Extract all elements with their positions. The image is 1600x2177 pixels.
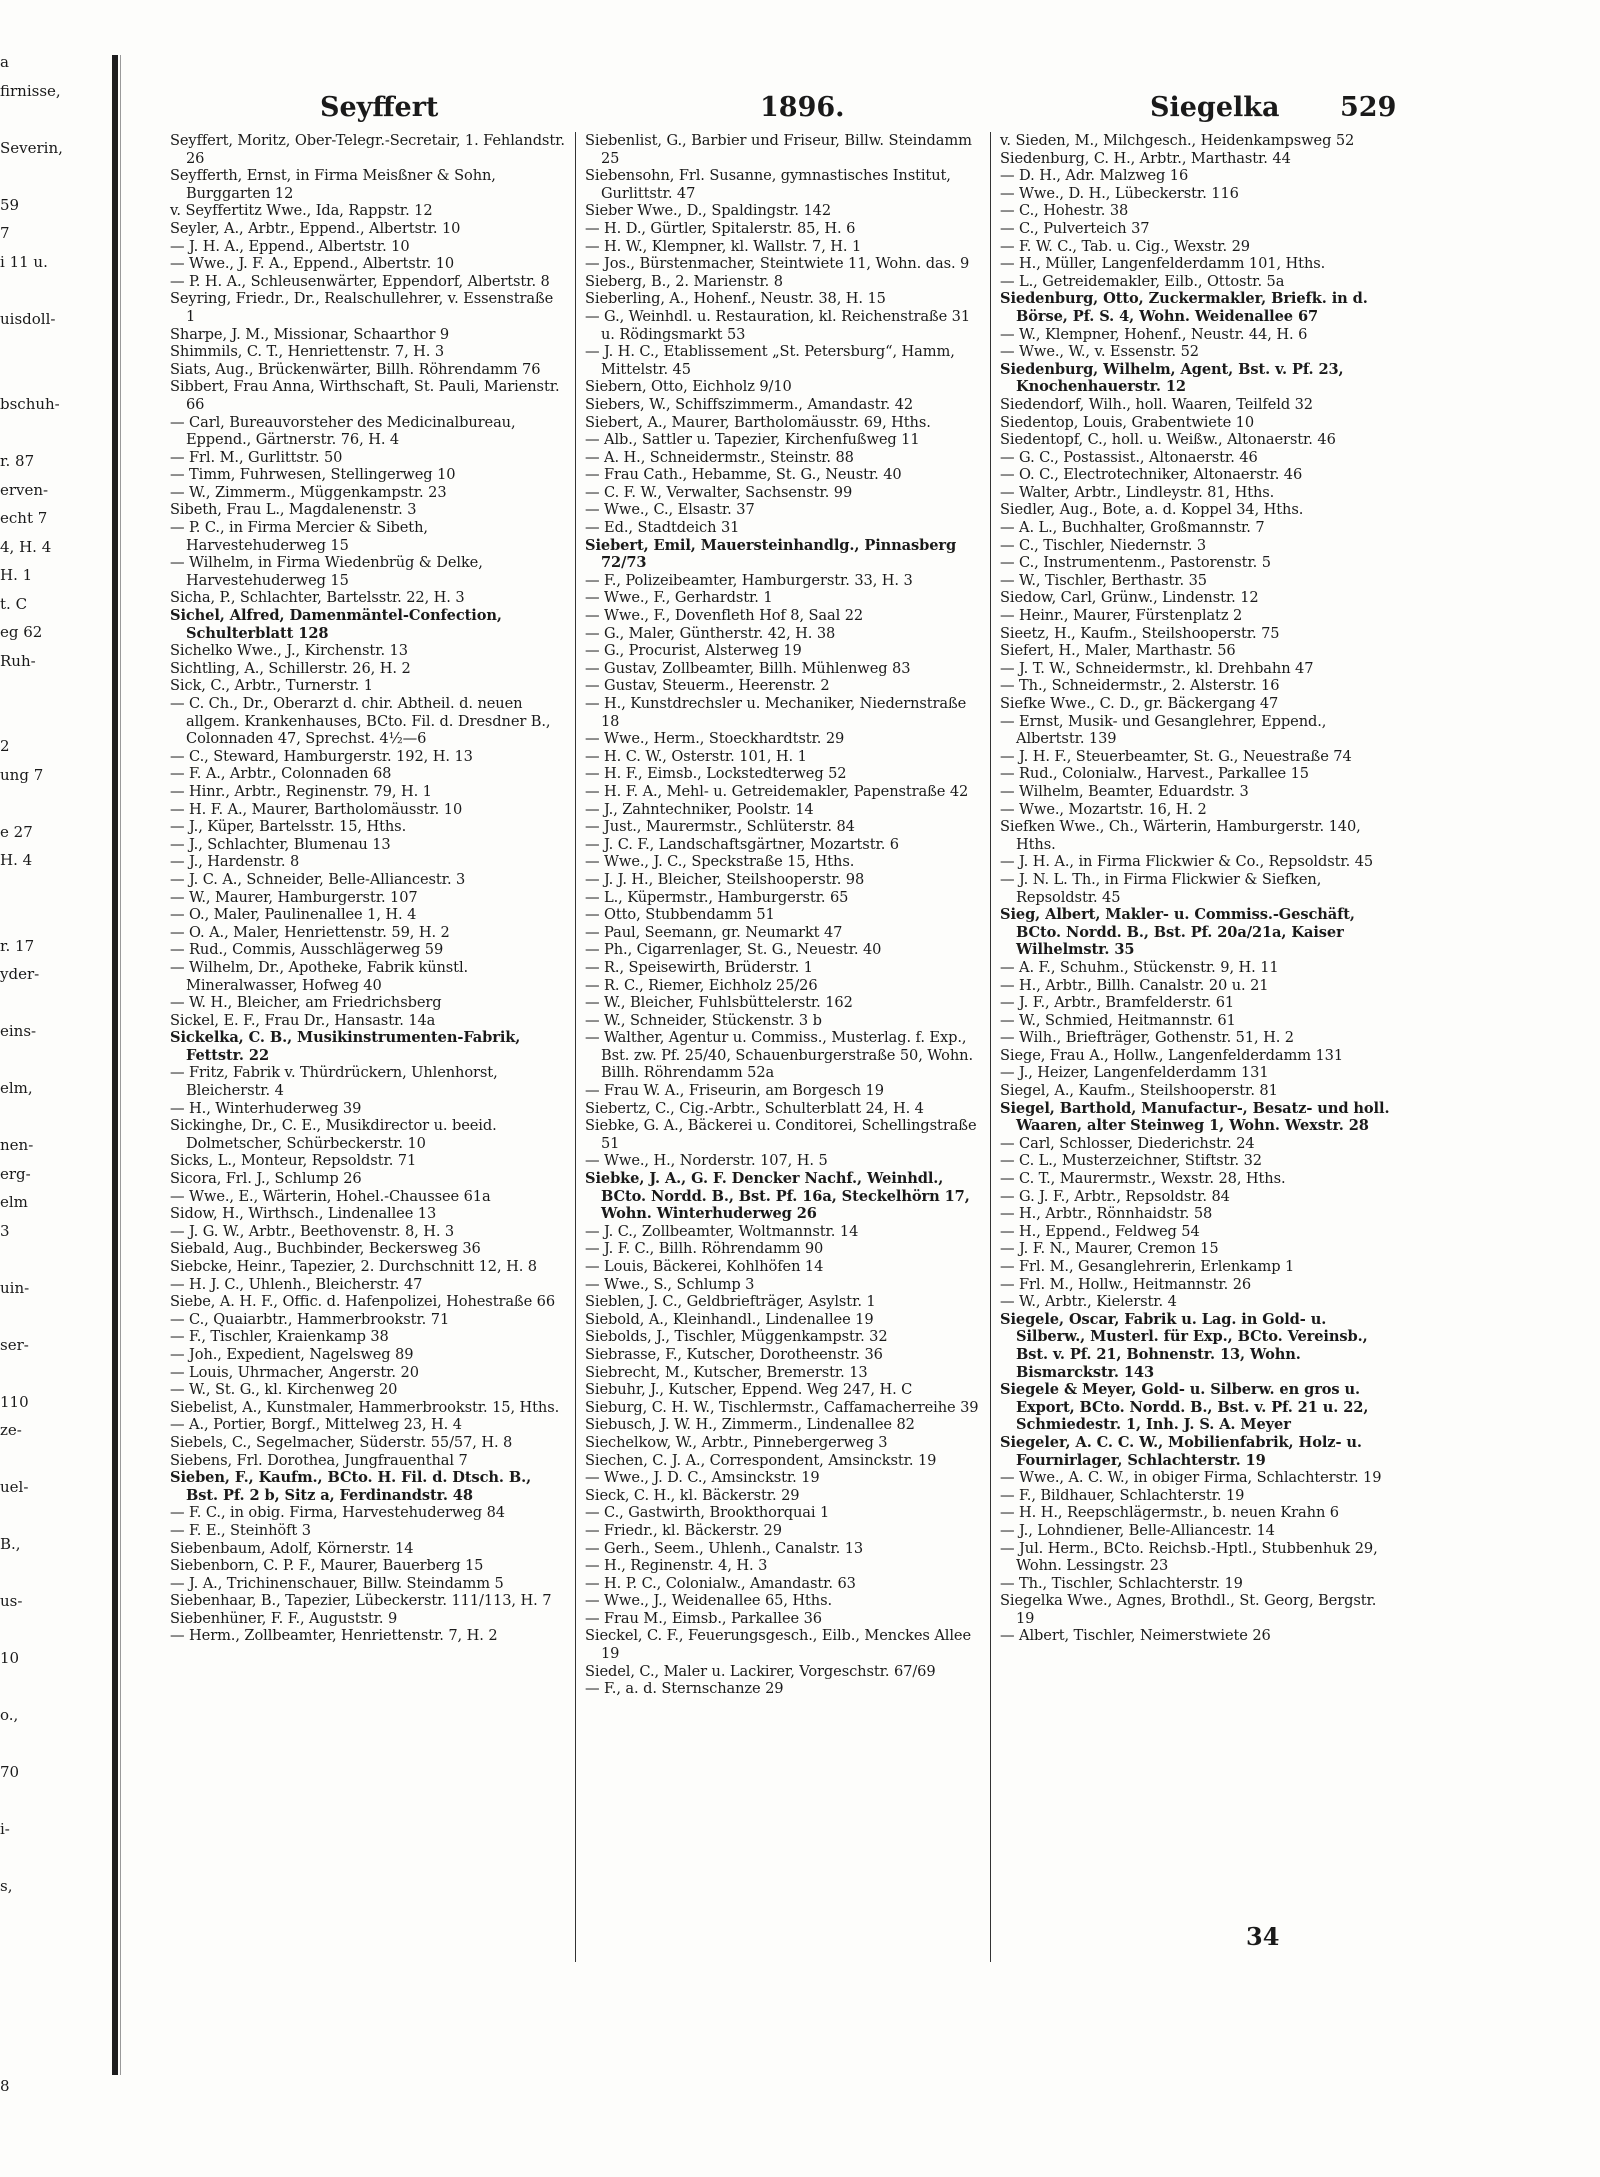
directory-entry: — Heinr., Maurer, Fürstenplatz 2: [1000, 607, 1243, 625]
directory-entry: Sieburg, C. H. W., Tischlermstr., Caffamacherreihe 39: [585, 1398, 979, 1416]
directory-entry: Siebenbaum, Adolf, Körnerstr. 14: [170, 1539, 414, 1557]
directory-entry: Siechelkow, W., Arbtr., Pinnebergerweg 3: [585, 1433, 888, 1451]
directory-entry: — C. Ch., Dr., Oberarzt d. chir. Abtheil. d. neuen allgem. Krankenhauses, BCto. Fil. d. Dresdner B., Colonnaden 47, Sprechst. 4½—6: [170, 695, 551, 748]
directory-entry: Sickelka, C. B., Musikinstrumenten-Fabrik, Fettstr. 22: [170, 1029, 521, 1064]
directory-entry: — Wwe., C., Elsastr. 37: [585, 501, 755, 519]
directory-entry: — Ernst, Musik- und Gesanglehrer, Eppend., Albertstr. 139: [1000, 712, 1327, 748]
directory-entry: Siebolds, J., Tischler, Müggenkampstr. 32: [585, 1328, 888, 1346]
directory-entry: Sieetz, H., Kaufm., Steilshooperstr. 75: [1000, 624, 1280, 642]
directory-entry: — J. C. A., Schneider, Belle-Alliancestr. 3: [170, 870, 466, 888]
directory-entry: Sharpe, J. M., Missionar, Schaarthor 9: [170, 325, 450, 343]
directory-entry: — Wilhelm, in Firma Wiedenbrüg & Delke, Harvestehuderweg 15: [170, 554, 483, 589]
directory-entry: — Carl, Schlosser, Diederichstr. 24: [1000, 1134, 1255, 1152]
directory-entry: Siebold, A., Kleinhandl., Lindenallee 19: [585, 1310, 874, 1328]
column-2: [585, 132, 980, 1698]
bleed-fragment: o.,: [0, 1706, 19, 1724]
directory-entry: Siebers, W., Schiffszimmerm., Amandastr. 42: [585, 395, 914, 413]
directory-entry: Siedenburg, Otto, Zuckermakler, Briefk. in d. Börse, Pf. S. 4, Wohn. Weidenallee 67: [1000, 290, 1368, 325]
directory-entry: — Wilh., Briefträger, Gothenstr. 51, H. 2: [1000, 1029, 1294, 1047]
directory-entry: — W., Schneider, Stückenstr. 3 b: [585, 1011, 822, 1029]
bleed-fragment: erg-: [0, 1164, 31, 1183]
directory-entry: — F., Polizeibeamter, Hamburgerstr. 33, H. 3: [585, 571, 913, 589]
directory-entry: Siebcke, Heinr., Tapezier, 2. Durchschnitt 12, H. 8: [170, 1258, 537, 1275]
directory-entry: Siegelka Wwe., Agnes, Brothdl., St. Georg, Bergstr. 19: [1000, 1592, 1377, 1627]
bleed-fragment: erven-: [0, 480, 49, 499]
directory-entry: — G. C., Postassist., Altonaerstr. 46: [1000, 448, 1258, 466]
directory-entry: — F. C., in obig. Firma, Harvestehuderweg 84: [170, 1504, 505, 1522]
directory-entry: Sibeth, Frau L., Magdalenenstr. 3: [170, 501, 417, 519]
directory-page: [170, 92, 1400, 2072]
directory-entry: Siegele, Oscar, Fabrik u. Lag. in Gold- u. Silberw., Musterl. für Exp., BCto. Vereinsb., Bst. v. Pf. 21, Bohnenstr. 13, Wohn. Bismarckstr. 143: [1000, 1310, 1368, 1381]
directory-entry: — J. J. H., Bleicher, Steilshooperstr. 98: [585, 870, 865, 888]
directory-entry: — Wwe., E., Wärterin, Hohel.-Chaussee 61a: [170, 1187, 491, 1205]
bleed-fragment: 4, H. 4: [0, 537, 52, 556]
directory-entry: — Wwe., J., Weidenallee 65, Hths.: [585, 1592, 833, 1610]
column-rule-2: [990, 132, 991, 1962]
directory-entry: — F., Bildhauer, Schlachterstr. 19: [1000, 1486, 1245, 1504]
directory-entry: — H. W., Klempner, kl. Wallstr. 7, H. 1: [585, 237, 862, 255]
directory-entry: Siegeler, A. C. C. W., Mobilienfabrik, Holz- u. Fournirlager, Schlachterstr. 19: [1000, 1433, 1362, 1469]
directory-entry: Siebke, J. A., G. F. Dencker Nachf., Weinhdl., BCto. Nordd. B., Bst. Pf. 16a, Steckelhörn 17, Wohn. Winterhuderweg 26: [585, 1170, 970, 1223]
page-fold-line: [120, 55, 121, 2075]
directory-entry: Seyler, A., Arbtr., Eppend., Albertstr. 10: [170, 219, 461, 237]
directory-entry: Siege, Frau A., Hollw., Langenfelderdamm 131: [1000, 1046, 1344, 1064]
directory-entry: — G., Procurist, Alsterweg 19: [585, 642, 802, 660]
directory-entry: — Frl. M., Hollw., Heitmannstr. 26: [1000, 1275, 1252, 1293]
directory-entry: Siebertz, C., Cig.-Arbtr., Schulterblatt 24, H. 4: [585, 1099, 924, 1117]
directory-entry: — Wwe., Mozartstr. 16, H. 2: [1000, 800, 1207, 818]
directory-entry: — Jul. Herm., BCto. Reichsb.-Hptl., Stubbenhuk 29, Wohn. Lessingstr. 23: [1000, 1539, 1378, 1575]
directory-entry: — C. L., Musterzeichner, Stiftstr. 32: [1000, 1152, 1262, 1170]
directory-entry: — Ph., Cigarrenlager, St. G., Neuestr. 40: [585, 941, 882, 959]
directory-entry: — C., Gastwirth, Brookthorquai 1: [585, 1504, 830, 1522]
directory-entry: — G., Maler, Güntherstr. 42, H. 38: [585, 624, 836, 642]
directory-entry: — Paul, Seemann, gr. Neumarkt 47: [585, 923, 843, 941]
directory-entry: Sicora, Frl. J., Schlump 26: [170, 1170, 362, 1188]
directory-entry: Siebens, Frl. Dorothea, Jungfrauenthal 7: [170, 1451, 468, 1469]
bleed-fragment: eins-: [0, 1022, 37, 1040]
directory-entry: — Friedr., kl. Bäckerstr. 29: [585, 1521, 782, 1539]
bleed-fragment: 7: [0, 224, 10, 242]
directory-entry: — H., Winterhuderweg 39: [170, 1099, 362, 1117]
directory-entry: Sieberling, A., Hohenf., Neustr. 38, H. 15: [585, 290, 886, 308]
bleed-fragment: firnisse,: [0, 81, 61, 100]
directory-entry: — Wwe., A. C. W., in obiger Firma, Schlachterstr. 19: [1000, 1469, 1382, 1487]
directory-entry: — R., Speisewirth, Brüderstr. 1: [585, 958, 813, 976]
directory-entry: — H. F. A., Mehl- u. Getreidemakler, Papenstraße 42: [585, 782, 969, 800]
directory-entry: Siedendorf, Wilh., holl. Waaren, Teilfeld 32: [1000, 395, 1313, 413]
directory-entry: — Hinr., Arbtr., Reginenstr. 79, H. 1: [170, 782, 432, 800]
directory-entry: — Gustav, Zollbeamter, Billh. Mühlenweg 83: [585, 659, 911, 677]
directory-entry: — Frl. M., Gesanglehrerin, Erlenkamp 1: [1000, 1258, 1295, 1275]
directory-entry: — W., Klempner, Hohenf., Neustr. 44, H. 6: [1000, 325, 1308, 343]
directory-entry: — Walther, Agentur u. Commiss., Musterlag. f. Exp., Bst. zw. Pf. 25/40, Schauenburgerstraße 50, Wohn. Billh. Röhrendamm 52a: [585, 1029, 974, 1082]
bleed-fragment: 70: [0, 1763, 20, 1781]
directory-entry: Sibbert, Frau Anna, Wirthschaft, St. Pauli, Marienstr. 66: [170, 378, 560, 413]
header-year: 1896.: [760, 92, 845, 123]
bleed-fragment: Ruh-: [0, 651, 36, 670]
bleed-fragment: echt 7: [0, 509, 48, 527]
directory-entry: — Frl. M., Gurlittstr. 50: [170, 448, 343, 466]
directory-entry: — C., Tischler, Niedernstr. 3: [1000, 536, 1207, 554]
directory-entry: Sidow, H., Wirthsch., Lindenallee 13: [170, 1205, 437, 1223]
directory-entry: Siedel, C., Maler u. Lackirer, Vorgeschstr. 67/69: [585, 1662, 936, 1680]
directory-entry: — Louis, Bäckerei, Kohlhöfen 14: [585, 1258, 824, 1275]
directory-entry: Siedentopf, C., holl. u. Weißw., Altonaerstr. 46: [1000, 431, 1336, 449]
directory-entry: Siebrasse, F., Kutscher, Dorotheenstr. 36: [585, 1345, 883, 1363]
directory-entry: Siebenborn, C. P. F., Maurer, Bauerberg 15: [170, 1557, 484, 1575]
directory-entry: — J., Schlachter, Blumenau 13: [170, 835, 391, 853]
directory-entry: Siebenhaar, B., Tapezier, Lübeckerstr. 111/113, H. 7: [170, 1592, 552, 1610]
directory-entry: — Th., Schneidermstr., 2. Alsterstr. 16: [1000, 677, 1280, 695]
directory-entry: Sieberg, B., 2. Marienstr. 8: [585, 272, 783, 290]
bleed-fragment: yder-: [0, 965, 40, 983]
column-rule-1: [575, 132, 576, 1962]
bleed-fragment: us-: [0, 1592, 23, 1610]
directory-entry: — Wwe., S., Schlump 3: [585, 1275, 755, 1293]
directory-entry: Siegele & Meyer, Gold- u. Silberw. en gros u. Export, BCto. Nordd. B., Bst. v. Pf. 21 u. 22, Schmiedestr. 1, Inh. J. S. A. Meyer: [1000, 1381, 1369, 1434]
directory-entry: — Fritz, Fabrik v. Thürdrückern, Uhlenhorst, Bleicherstr. 4: [170, 1064, 498, 1100]
directory-entry: — G. J. F., Arbtr., Repsoldstr. 84: [1000, 1187, 1230, 1205]
directory-entry: — Wwe., W., v. Essenstr. 52: [1000, 343, 1199, 361]
directory-entry: — H., Kunstdrechsler u. Mechaniker, Niedernstraße 18: [585, 695, 967, 730]
directory-entry: Siebusch, J. W. H., Zimmerm., Lindenallee 82: [585, 1416, 915, 1434]
directory-entry: — H. C. W., Osterstr. 101, H. 1: [585, 747, 807, 765]
directory-entry: — H., Müller, Langenfelderdamm 101, Hths.: [1000, 255, 1326, 273]
directory-entry: — Th., Tischler, Schlachterstr. 19: [1000, 1574, 1243, 1592]
bleed-fragment: bschuh-: [0, 395, 60, 413]
directory-entry: — C. F. W., Verwalter, Sachsenstr. 99: [585, 483, 853, 501]
bleed-fragment: r. 17: [0, 936, 35, 955]
directory-entry: — C., Hohestr. 38: [1000, 202, 1129, 220]
directory-entry: — J. H. A., Eppend., Albertstr. 10: [170, 237, 410, 255]
directory-entry: Shimmils, C. T., Henriettenstr. 7, H. 3: [170, 343, 445, 361]
directory-entry: v. Sieden, M., Milchgesch., Heidenkampsweg 52: [1000, 132, 1355, 149]
directory-entry: — Louis, Uhrmacher, Angerstr. 20: [170, 1363, 419, 1381]
directory-entry: Siedow, Carl, Grünw., Lindenstr. 12: [1000, 589, 1259, 607]
directory-entry: Siedler, Aug., Bote, a. d. Koppel 34, Hths.: [1000, 501, 1304, 519]
directory-entry: — W. H., Bleicher, am Friedrichsberg: [170, 994, 442, 1012]
bleed-fragment: uel-: [0, 1478, 29, 1496]
directory-entry: — F., a. d. Sternschanze 29: [585, 1680, 784, 1698]
directory-entry: — Wilhelm, Dr., Apotheke, Fabrik künstl. Mineralwasser, Hofweg 40: [170, 958, 469, 994]
bleed-fragment: t. C: [0, 594, 28, 613]
directory-entry: — Carl, Bureauvorsteher des Medicinalbureau, Eppend., Gärtnerstr. 76, H. 4: [170, 413, 516, 449]
directory-entry: — W., St. G., kl. Kirchenweg 20: [170, 1381, 398, 1399]
bleed-fragment: 10: [0, 1649, 20, 1667]
directory-entry: — Frau Cath., Hebamme, St. G., Neustr. 40: [585, 466, 902, 484]
directory-entry: Sieg, Albert, Makler- u. Commiss.-Geschäft, BCto. Nordd. B., Bst. Pf. 20a/21a, Kaiser Wilhelmstr. 35: [1000, 906, 1355, 959]
directory-entry: — P. H. A., Schleusenwärter, Eppendorf, Albertstr. 8: [170, 272, 550, 290]
directory-entry: — C., Quaiarbtr., Hammerbrookstr. 71: [170, 1310, 450, 1328]
directory-entry: — C. T., Maurermstr., Wexstr. 28, Hths.: [1000, 1170, 1286, 1188]
directory-entry: — Wwe., F., Dovenfleth Hof 8, Saal 22: [585, 607, 864, 625]
directory-entry: — J., Zahntechniker, Poolstr. 14: [585, 800, 814, 818]
directory-entry: — H., Reginenstr. 4, H. 3: [585, 1557, 768, 1575]
directory-entry: — J., Heizer, Langenfelderdamm 131: [1000, 1064, 1269, 1082]
directory-entry: — F. E., Steinhöft 3: [170, 1521, 311, 1539]
directory-entry: — J. H. C., Etablissement „St. Petersburg“, Hamm, Mittelstr. 45: [585, 343, 955, 378]
header-left-keyword: Seyffert: [320, 92, 439, 123]
directory-entry: — Wwe., F., Gerhardstr. 1: [585, 589, 773, 607]
directory-entry: — Gustav, Steuerm., Heerenstr. 2: [585, 677, 830, 695]
bleed-fragment: 3: [0, 1221, 10, 1240]
directory-entry: Siegel, A., Kaufm., Steilshooperstr. 81: [1000, 1082, 1278, 1100]
directory-entry: — A. L., Buchhalter, Großmannstr. 7: [1000, 519, 1265, 537]
directory-entry: Siebern, Otto, Eichholz 9/10: [585, 378, 792, 396]
directory-entry: — Rud., Commis, Ausschlägerweg 59: [170, 941, 444, 959]
bleed-fragment: ung 7: [0, 765, 44, 784]
directory-entry: — C., Steward, Hamburgerstr. 192, H. 13: [170, 747, 473, 765]
bleed-fragment: elm,: [0, 1079, 33, 1097]
directory-entry: Siedenburg, C. H., Arbtr., Marthastr. 44: [1000, 149, 1291, 167]
directory-entry: — A., Portier, Borgf., Mittelweg 23, H. 4: [170, 1416, 462, 1434]
bleed-fragment: uin-: [0, 1278, 30, 1297]
directory-entry: — Wwe., Herm., Stoeckhardtstr. 29: [585, 730, 845, 748]
directory-entry: Siebald, Aug., Buchbinder, Beckersweg 36: [170, 1240, 481, 1258]
directory-entry: v. Seyffertitz Wwe., Ida, Rappstr. 12: [170, 202, 433, 220]
directory-entry: — L., Getreidemakler, Eilb., Ottostr. 5a: [1000, 272, 1285, 290]
bleed-fragment: r. 87: [0, 452, 35, 470]
directory-entry: Siefke Wwe., C. D., gr. Bäckergang 47: [1000, 695, 1279, 712]
directory-entry: — G., Weinhdl. u. Restauration, kl. Reichenstraße 31 u. Rödingsmarkt 53: [585, 307, 971, 343]
directory-entry: — H., Arbtr., Rönnhaidstr. 58: [1000, 1205, 1213, 1223]
directory-entry: — Just., Maurermstr., Schlüterstr. 84: [585, 818, 855, 836]
directory-entry: — Rud., Colonialw., Harvest., Parkallee 15: [1000, 765, 1309, 783]
directory-entry: — Joh., Expedient, Nagelsweg 89: [170, 1345, 414, 1363]
directory-entry: — Timm, Fuhrwesen, Stellingerweg 10: [170, 466, 456, 484]
bleed-fragment: B.,: [0, 1535, 21, 1553]
directory-entry: — J. C., Zollbeamter, Woltmannstr. 14: [585, 1222, 859, 1240]
directory-entry: — J., Lohndiener, Belle-Alliancestr. 14: [1000, 1521, 1275, 1539]
directory-entry: — J. G. W., Arbtr., Beethovenstr. 8, H. 3: [170, 1222, 455, 1240]
directory-entry: Sick, C., Arbtr., Turnerstr. 1: [170, 677, 373, 695]
bleed-fragment: H. 1: [0, 566, 33, 584]
directory-entry: Siefert, H., Maler, Marthastr. 56: [1000, 642, 1236, 660]
directory-entry: — A. H., Schneidermstr., Steinstr. 88: [585, 448, 854, 466]
directory-entry: — F. W. C., Tab. u. Cig., Wexstr. 29: [1000, 237, 1250, 255]
directory-entry: Siebenlist, G., Barbier und Friseur, Billw. Steindamm 25: [585, 132, 972, 167]
directory-entry: Siebenhüner, F. F., Auguststr. 9: [170, 1609, 398, 1627]
directory-entry: Siechen, C. J. A., Correspondent, Amsinckstr. 19: [585, 1451, 937, 1469]
directory-entry: Sickinghe, Dr., C. E., Musikdirector u. beeid. Dolmetscher, Schürbeckerstr. 10: [170, 1117, 497, 1152]
bleed-fragment: a: [0, 53, 9, 71]
directory-entry: — J. H. F., Steuerbeamter, St. G., Neuestraße 74: [1000, 747, 1352, 765]
directory-entry: Siebels, C., Segelmacher, Süderstr. 55/57, H. 8: [170, 1433, 513, 1451]
directory-entry: — Jos., Bürstenmacher, Steintwiete 11, Wohn. das. 9: [585, 255, 970, 273]
page-fold-shadow: [112, 55, 118, 2075]
bleed-fragment: i-: [0, 1820, 10, 1838]
directory-entry: — O. C., Electrotechniker, Altonaerstr. 46: [1000, 466, 1303, 484]
directory-entry: Sichtling, A., Schillerstr. 26, H. 2: [170, 659, 411, 677]
directory-entry: — Albert, Tischler, Neimerstwiete 26: [1000, 1627, 1271, 1645]
directory-entry: Siebuhr, J., Kutscher, Eppend. Weg 247, H. C: [585, 1381, 913, 1399]
directory-entry: Siats, Aug., Brückenwärter, Billh. Röhrendamm 76: [170, 360, 541, 378]
bleed-fragment: ser-: [0, 1335, 29, 1354]
directory-entry: Siebke, G. A., Bäckerei u. Conditorei, Schellingstraße 51: [585, 1117, 977, 1152]
directory-entry: Siedentop, Louis, Grabentwiete 10: [1000, 413, 1255, 431]
directory-entry: — H., Arbtr., Billh. Canalstr. 20 u. 21: [1000, 976, 1269, 994]
directory-entry: — Otto, Stubbendamm 51: [585, 906, 775, 924]
bleed-fragment: nen-: [0, 1136, 34, 1154]
directory-entry: — J. F., Arbtr., Bramfelderstr. 61: [1000, 994, 1235, 1012]
bleed-fragment: eg 62: [0, 623, 43, 641]
directory-entry: Sicks, L., Monteur, Repsoldstr. 71: [170, 1152, 417, 1170]
signature-mark: 34: [1246, 1922, 1280, 1951]
directory-entry: — Walter, Arbtr., Lindleystr. 81, Hths.: [1000, 483, 1275, 501]
directory-entry: — W., Arbtr., Kielerstr. 4: [1000, 1293, 1177, 1311]
directory-entry: Siedenburg, Wilhelm, Agent, Bst. v. Pf. 23, Knochenhauerstr. 12: [1000, 360, 1344, 396]
directory-entry: — Wilhelm, Beamter, Eduardstr. 3: [1000, 782, 1249, 800]
directory-entry: Seyring, Friedr., Dr., Realschullehrer, v. Essenstraße 1: [170, 290, 554, 325]
directory-entry: Sieckel, C. F., Feuerungsgesch., Eilb., Menckes Allee 19: [585, 1627, 972, 1663]
column-1: [170, 132, 565, 1645]
directory-entry: Sichel, Alfred, Damenmäntel-Confection, Schulterblatt 128: [170, 607, 502, 642]
directory-entry: — Herm., Zollbeamter, Henriettenstr. 7, H. 2: [170, 1627, 498, 1645]
directory-entry: — W., Schmied, Heitmannstr. 61: [1000, 1011, 1236, 1029]
directory-entry: Siebert, Emil, Mauersteinhandlg., Pinnasberg 72/73: [585, 536, 957, 572]
directory-entry: — J. F. C., Billh. Röhrendamm 90: [585, 1240, 824, 1258]
directory-entry: — W., Zimmerm., Müggenkampstr. 23: [170, 483, 447, 501]
directory-entry: — D. H., Adr. Malzweg 16: [1000, 167, 1189, 185]
bleed-fragment: 110: [0, 1392, 29, 1411]
bleed-fragment: s,: [0, 1877, 13, 1895]
directory-entry: — J., Küper, Bartelsstr. 15, Hths.: [170, 818, 407, 836]
directory-entry: — J. T. W., Schneidermstr., kl. Drehbahn 47: [1000, 659, 1314, 677]
bleed-fragment: uisdoll-: [0, 309, 56, 328]
directory-entry: — J. H. A., in Firma Flickwier & Co., Repsoldstr. 45: [1000, 853, 1374, 871]
directory-entry: Siegel, Barthold, Manufactur-, Besatz- und holl. Waaren, alter Steinweg 1, Wohn. Wexstr. 28: [1000, 1099, 1390, 1135]
directory-entry: — Frau M., Eimsb., Parkallee 36: [585, 1609, 822, 1627]
directory-entry: — H. D., Gürtler, Spitalerstr. 85, H. 6: [585, 219, 856, 237]
directory-entry: Sickel, E. F., Frau Dr., Hansastr. 14a: [170, 1011, 436, 1029]
directory-entry: — J., Hardenstr. 8: [170, 853, 300, 871]
directory-entry: Siefken Wwe., Ch., Wärterin, Hamburgerstr. 140, Hths.: [1000, 818, 1361, 853]
directory-entry: — R. C., Riemer, Eichholz 25/26: [585, 976, 818, 994]
left-page-bleed: [0, 53, 112, 2095]
directory-entry: — O. A., Maler, Henriettenstr. 59, H. 2: [170, 923, 450, 941]
directory-entry: — C., Pulverteich 37: [1000, 219, 1150, 237]
bleed-fragment: 2: [0, 737, 10, 755]
directory-entry: — Alb., Sattler u. Tapezier, Kirchenfußweg 11: [585, 431, 920, 449]
directory-entry: — W., Tischler, Berthastr. 35: [1000, 571, 1207, 589]
directory-entry: — Ed., Stadtdeich 31: [585, 519, 740, 537]
bleed-fragment: elm: [0, 1193, 28, 1211]
running-header: [170, 92, 1400, 132]
directory-entry: Siebe, A. H. F., Offic. d. Hafenpolizei, Hohestraße 66: [170, 1293, 556, 1311]
directory-entry: — H. H., Reepschlägermstr., b. neuen Krahn 6: [1000, 1504, 1339, 1522]
directory-entry: Sicha, P., Schlachter, Bartelsstr. 22, H. 3: [170, 589, 465, 607]
directory-entry: — W., Maurer, Hamburgerstr. 107: [170, 888, 418, 906]
directory-entry: — L., Küpermstr., Hamburgerstr. 65: [585, 888, 849, 906]
column-3: [1000, 132, 1395, 1645]
directory-entry: — Wwe., J. C., Speckstraße 15, Hths.: [585, 853, 855, 871]
directory-entry: — C., Instrumentenm., Pastorenstr. 5: [1000, 554, 1271, 572]
directory-entry: — Wwe., H., Norderstr. 107, H. 5: [585, 1152, 828, 1170]
directory-entry: — Gerh., Seem., Uhlenh., Canalstr. 13: [585, 1539, 864, 1557]
bleed-fragment: 8: [0, 2076, 10, 2095]
directory-entry: Sieblen, J. C., Geldbriefträger, Asylstr. 1: [585, 1293, 876, 1311]
directory-entry: — O., Maler, Paulinenallee 1, H. 4: [170, 906, 417, 924]
directory-entry: Siebensohn, Frl. Susanne, gymnastisches Institut, Gurlittstr. 47: [585, 167, 951, 202]
directory-entry: — H. P. C., Colonialw., Amandastr. 63: [585, 1574, 856, 1592]
directory-entry: — Frau W. A., Friseurin, am Borgesch 19: [585, 1082, 884, 1100]
header-right-keyword: Siegelka: [1150, 92, 1280, 123]
directory-entry: — H. J. C., Uhlenh., Bleicherstr. 47: [170, 1275, 423, 1293]
directory-entry: — H., Eppend., Feldweg 54: [1000, 1222, 1200, 1240]
bleed-fragment: ze-: [0, 1421, 22, 1439]
directory-entry: — J. F. N., Maurer, Cremon 15: [1000, 1240, 1219, 1258]
directory-entry: Siebert, A., Maurer, Bartholomäusstr. 69, Hths.: [585, 413, 931, 431]
directory-entry: Sieck, C. H., kl. Bäckerstr. 29: [585, 1486, 800, 1504]
directory-entry: — Wwe., J. D. C., Amsinckstr. 19: [585, 1469, 820, 1487]
directory-entry: — J. N. L. Th., in Firma Flickwier & Siefken, Repsoldstr. 45: [1000, 870, 1322, 906]
bleed-fragment: 59: [0, 195, 20, 214]
bleed-fragment: e 27: [0, 822, 33, 841]
directory-entry: — F., Tischler, Kraienkamp 38: [170, 1328, 389, 1346]
directory-entry: Siebelist, A., Kunstmaler, Hammerbrookstr. 15, Hths.: [170, 1398, 560, 1416]
page-number: 529: [1340, 92, 1397, 123]
bleed-fragment: i 11 u.: [0, 252, 48, 271]
directory-entry: Seyfferth, Ernst, in Firma Meisßner & Sohn, Burggarten 12: [170, 167, 496, 202]
directory-entry: — P. C., in Firma Mercier & Sibeth, Harvestehuderweg 15: [170, 519, 428, 554]
directory-entry: — Wwe., D. H., Lübeckerstr. 116: [1000, 184, 1239, 202]
directory-entry: — J. C. F., Landschaftsgärtner, Mozartstr. 6: [585, 835, 899, 853]
directory-entry: Sieber Wwe., D., Spaldingstr. 142: [585, 202, 832, 220]
directory-entry: — Wwe., J. F. A., Eppend., Albertstr. 10: [170, 255, 455, 273]
directory-entry: Sieben, F., Kaufm., BCto. H. Fil. d. Dtsch. B., Bst. Pf. 2 b, Sitz a, Ferdinandstr. 48: [170, 1469, 532, 1504]
directory-entry: — J. A., Trichinenschauer, Billw. Steindamm 5: [170, 1574, 504, 1592]
bleed-fragment: H. 4: [0, 851, 33, 869]
directory-entry: Sichelko Wwe., J., Kirchenstr. 13: [170, 642, 408, 660]
directory-entry: — H. F. A., Maurer, Bartholomäusstr. 10: [170, 800, 463, 818]
directory-entry: Seyffert, Moritz, Ober-Telegr.-Secretair, 1. Fehlandstr. 26: [170, 132, 565, 167]
directory-entry: — H. F., Eimsb., Lockstedterweg 52: [585, 765, 847, 783]
directory-entry: — A. F., Schuhm., Stückenstr. 9, H. 11: [1000, 958, 1279, 976]
directory-entry: Siebrecht, M., Kutscher, Bremerstr. 13: [585, 1363, 868, 1381]
directory-entry: — W., Bleicher, Fuhlsbüttelerstr. 162: [585, 994, 853, 1012]
bleed-fragment: Severin,: [0, 138, 63, 157]
directory-entry: — F. A., Arbtr., Colonnaden 68: [170, 765, 392, 783]
